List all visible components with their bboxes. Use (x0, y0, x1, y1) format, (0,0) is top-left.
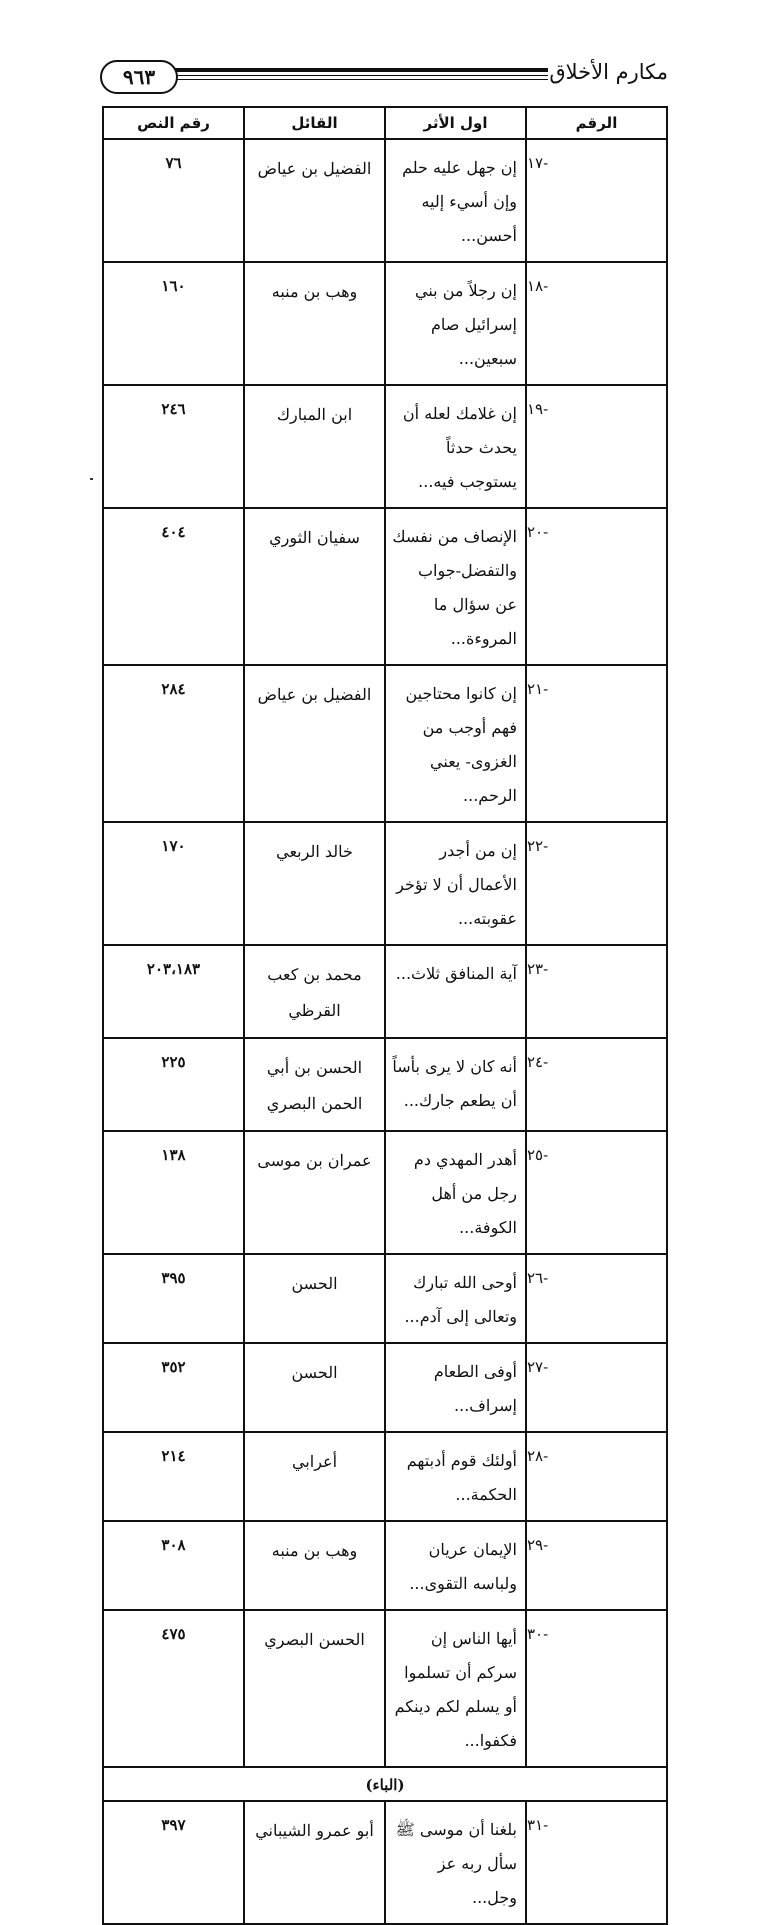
row-speaker: الفضيل بن عياض (244, 139, 385, 262)
row-speaker: أعرابي (244, 1432, 385, 1521)
row-text: الإنصاف من نفسك والتفضل-جواب عن سؤال ما المروءة... (385, 508, 526, 665)
col-header-ref: رقم النص (103, 107, 244, 139)
row-ref: ٢٢٥ (103, 1038, 244, 1131)
row-ref: ١٣٨ (103, 1131, 244, 1254)
row-speaker: وهب بن منبه (244, 262, 385, 385)
row-ref: ١٧٠ (103, 822, 244, 945)
row-number: -٣١ (526, 1801, 667, 1924)
row-text: إن غلامك لعله أن يحدث حدثاً يستوجب فيه... (385, 385, 526, 508)
row-speaker: وهب بن منبه (244, 1521, 385, 1610)
row-number: -٢٨ (526, 1432, 667, 1521)
row-number: -٢٠ (526, 508, 667, 665)
row-text: أنه كان لا يرى بأساً أن يطعم جارك... (385, 1038, 526, 1131)
row-number: -٢٦ (526, 1254, 667, 1343)
header-rule (174, 68, 548, 80)
row-text: أولئك قوم أدبتهم الحكمة... (385, 1432, 526, 1521)
row-ref: ٢١٤ (103, 1432, 244, 1521)
row-ref: ٢٤٦ (103, 385, 244, 508)
row-speaker: سفيان الثوري (244, 508, 385, 665)
row-number: -٢٩ (526, 1521, 667, 1610)
table-row (103, 1521, 667, 1610)
row-number: -٢٢ (526, 822, 667, 945)
index-table-wrapper (102, 106, 668, 1925)
row-text: إن رجلاً من بني إسرائيل صام سبعين... (385, 262, 526, 385)
table-row (103, 1038, 667, 1131)
col-header-speaker: القائل (244, 107, 385, 139)
row-number: -١٧ (526, 139, 667, 262)
table-row (103, 1432, 667, 1521)
col-header-text: اول الأثر (385, 107, 526, 139)
row-text: أيها الناس إن سركم أن تسلموا أو يسلم لكم دينكم فكفوا... (385, 1610, 526, 1767)
row-number: -٢١ (526, 665, 667, 822)
table-row (103, 385, 667, 508)
table-row (103, 262, 667, 385)
row-number: -٣٠ (526, 1610, 667, 1767)
table-row (103, 1610, 667, 1767)
table-row (103, 1131, 667, 1254)
row-speaker: محمد بن كعب القرظي (244, 945, 385, 1038)
row-speaker: ابن المبارك (244, 385, 385, 508)
table-row (103, 1801, 667, 1924)
row-speaker: الحسن (244, 1343, 385, 1432)
row-ref: ٧٦ (103, 139, 244, 262)
row-speaker: خالد الربعي (244, 822, 385, 945)
page-header (100, 56, 668, 100)
row-ref: ٣٩٧ (103, 1801, 244, 1924)
row-ref: ٢٠٣،١٨٣ (103, 945, 244, 1038)
table-row (103, 665, 667, 822)
page-number: ٩٦٣ (100, 60, 178, 94)
row-speaker: الحسن (244, 1254, 385, 1343)
row-speaker: الحسن بن أبي الحمن البصري (244, 1038, 385, 1131)
row-text: إن كانوا محتاجين فهم أوجب من الغزوى- يعني الرحم... (385, 665, 526, 822)
row-number: -٢٣ (526, 945, 667, 1038)
table-row (103, 1254, 667, 1343)
row-ref: ٤٠٤ (103, 508, 244, 665)
row-ref: ٤٧٥ (103, 1610, 244, 1767)
row-text: إن من أجدر الأعمال أن لا تؤخر عقوبته... (385, 822, 526, 945)
table-row (103, 822, 667, 945)
row-text: إن جهل عليه حلم وإن أسيء إليه أحسن... (385, 139, 526, 262)
row-text: أهدر المهدي دم رجل من أهل الكوفة... (385, 1131, 526, 1254)
index-table (102, 106, 668, 1925)
row-number: -١٩ (526, 385, 667, 508)
row-speaker: أبو عمرو الشيباني (244, 1801, 385, 1924)
section-row (103, 1767, 667, 1801)
row-number: -١٨ (526, 262, 667, 385)
row-ref: ١٦٠ (103, 262, 244, 385)
table-body (103, 139, 667, 1924)
margin-dot (90, 478, 93, 480)
row-text: الإيمان عريان ولباسه التقوى... (385, 1521, 526, 1610)
row-text: أوحى الله تبارك وتعالى إلى آدم... (385, 1254, 526, 1343)
table-row (103, 945, 667, 1038)
row-speaker: عمران بن موسى (244, 1131, 385, 1254)
table-header-row (103, 107, 667, 139)
row-text: بلغنا أن موسى ﷺ سأل ربه عز وجل... (385, 1801, 526, 1924)
row-text: أوفى الطعام إسراف... (385, 1343, 526, 1432)
book-title: مكارم الأخلاق (549, 60, 668, 84)
section-label: (الباء) (103, 1767, 667, 1801)
row-number: -٢٧ (526, 1343, 667, 1432)
table-row (103, 139, 667, 262)
row-ref: ٣٥٢ (103, 1343, 244, 1432)
row-speaker: الحسن البصري (244, 1610, 385, 1767)
table-row (103, 508, 667, 665)
row-ref: ٣٩٥ (103, 1254, 244, 1343)
row-number: -٢٥ (526, 1131, 667, 1254)
row-ref: ٢٨٤ (103, 665, 244, 822)
row-speaker: الفضيل بن عياض (244, 665, 385, 822)
col-header-number: الرقم (526, 107, 667, 139)
table-row (103, 1343, 667, 1432)
row-text: آية المنافق ثلاث... (385, 945, 526, 1038)
row-ref: ٣٠٨ (103, 1521, 244, 1610)
row-number: -٢٤ (526, 1038, 667, 1131)
